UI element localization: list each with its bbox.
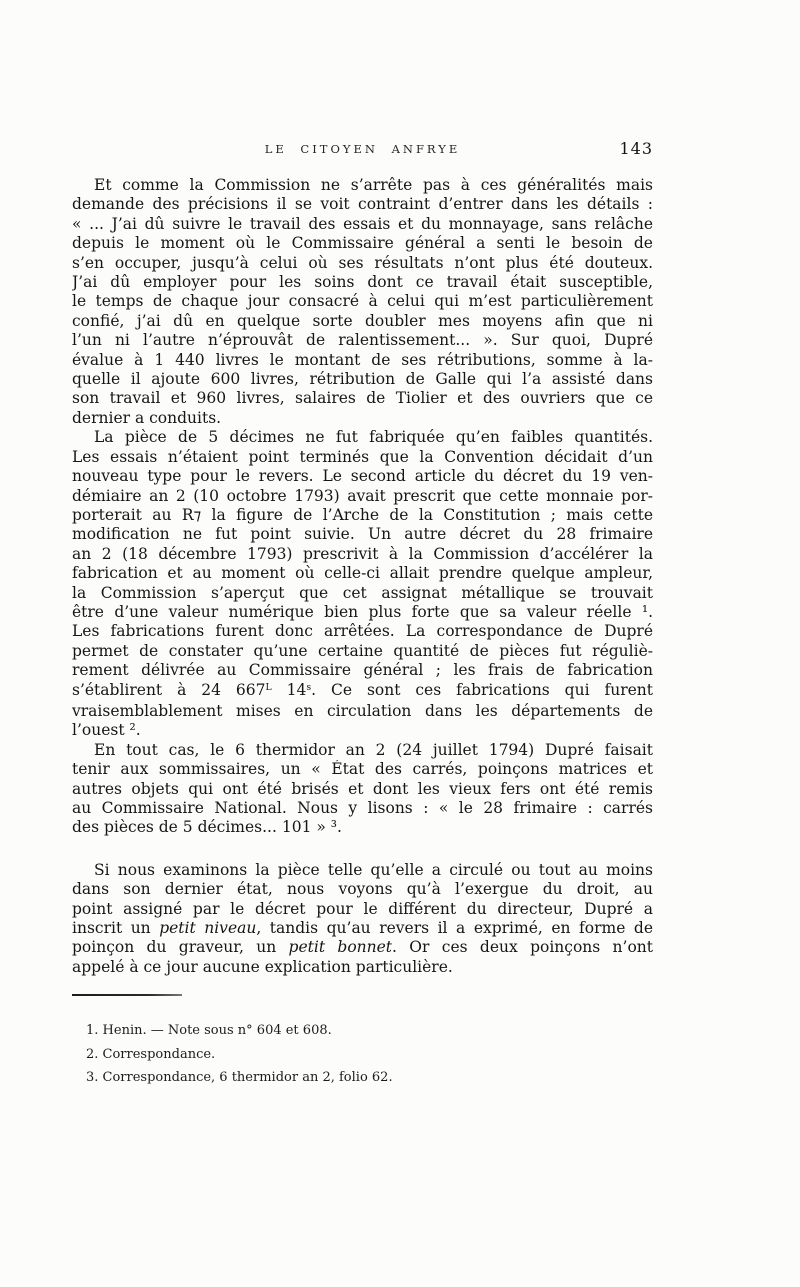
text-line: an 2 (18 décembre 1793) prescrivit à la Commission d’accélérer la [72, 544, 653, 563]
footnote-item: 1. Henin. — Note sous n° 604 et 608. [86, 1023, 332, 1039]
text-line: Si nous examinons la pièce telle qu’elle a circulé ou tout au moins [94, 860, 653, 879]
text-line: l’un ni l’autre n’éprouvât de ralentissement... ». Sur quoi, Dupré [72, 331, 653, 350]
text-line: dernier a conduits. [72, 408, 222, 427]
text-line: La pièce de 5 décimes ne fut fabriquée qu’en faibles quantités. [94, 428, 653, 447]
text-line: quelle il ajoute 600 livres, rétribution de Galle qui l’a assisté dans [72, 370, 653, 389]
text-line: s’établirent à 24 $667^L$ 14$^s$. Ce sont ces fabrications qui furent [72, 680, 653, 699]
text-line: fabrication et au moment où celle-ci allait prendre quelque ampleur, [72, 564, 653, 583]
text-line: confié, j’ai dû en quelque sorte doubler mes moyens afin que ni [72, 311, 653, 330]
text-line: Les essais n’étaient point terminés que la Convention décidait d’un [72, 447, 653, 466]
text-line: inscrit un petit niveau, tandis qu’au revers il a exprimé, en forme de [72, 919, 653, 938]
text-line: autres objets qui ont été brisés et dont les vieux fers ont été remis [72, 779, 653, 798]
text-line: Et comme la Commission ne s’arrête pas à ces généralités mais [94, 176, 653, 194]
paragraph [72, 741, 653, 838]
text-line: « ... J’ai dû suivre le travail des essais et du monnayage, sans relâche [72, 214, 653, 233]
text-line: porterait au R⁊ la figure de l’Arche de la Constitution ; mais cette [72, 505, 653, 524]
page-header [72, 139, 653, 160]
footnote-item: 2. Correspondance. [86, 1046, 216, 1062]
text-line: vraisemblablement mises en circulation dans les départements de [72, 701, 653, 720]
text-line: dans son dernier état, nous voyons qu’à l’exergue du droit, au [72, 880, 653, 899]
text-line: appelé à ce jour aucune explication particulière. [72, 957, 453, 976]
text-line: au Commissaire National. Nous y lisons : « le 28 frimaire : carrés [72, 799, 653, 817]
text-line: point assigné par le décret pour le différent du directeur, Dupré a [72, 899, 653, 918]
text-line: l’ouest ². [72, 721, 141, 740]
text-line: être d’une valeur numérique bien plus forte que sa valeur réelle ¹. [72, 602, 653, 621]
body-text [72, 176, 653, 977]
text-line: évalue à 1 440 livres le montant de ses rétributions, somme à la- [72, 350, 653, 369]
running-title: LE CITOYEN ANFRYE [264, 142, 461, 156]
text-line: En tout cas, le 6 thermidor an 2 (24 juillet 1794) Dupré faisait [94, 740, 653, 759]
text-line: depuis le moment où le Commissaire général a senti le besoin de [72, 234, 653, 253]
text-line: le temps de chaque jour consacré à celui qui m’est particulièrement [72, 292, 653, 311]
text-line: permet de constater qu’une certaine quantité de pièces fut réguliè- [72, 641, 653, 660]
footnote-item: 3. Correspondance, 6 thermidor an 2, folio 62. [86, 1070, 393, 1086]
text-line: nouveau type pour le revers. Le second article du décret du 19 ven- [72, 467, 653, 486]
footnote-rule [72, 994, 182, 996]
footnotes [72, 1019, 653, 1090]
text-column [72, 139, 653, 1090]
text-line: démiaire an 2 (10 octobre 1793) avait prescrit que cette monnaie por- [72, 486, 653, 505]
paragraph [72, 176, 653, 428]
text-line: demande des précisions il se voit contraint d’entrer dans les détails : [72, 195, 653, 214]
text-line: modification ne fut point suivie. Un autre décret du 28 frimaire [72, 525, 653, 544]
text-line: tenir aux sommissaires, un « État des carrés, poinçons matrices et [72, 760, 653, 779]
text-line: la Commission s’aperçut que cet assignat métallique se trouvait [72, 583, 653, 602]
text-line: Les fabrications furent donc arrêtées. La correspondance de Dupré [72, 622, 653, 641]
paragraph [72, 861, 653, 977]
paragraph [72, 428, 653, 741]
text-line: poinçon du graveur, un petit bonnet. Or ces deux poinçons n’ont [72, 938, 653, 957]
page-number: 143 [619, 139, 653, 158]
text-line: rement délivrée au Commissaire général ; les frais de fabrication [72, 661, 653, 680]
text-line: des pièces de 5 décimes... 101 » ³. [72, 818, 342, 837]
text-line: s’en occuper, jusqu’à celui où ses résultats n’ont plus été douteux. [72, 253, 653, 272]
text-line: son travail et 960 livres, salaires de Tiolier et des ouvriers que ce [72, 389, 653, 408]
text-line: J’ai dû employer pour les soins dont ce travail était susceptible, [72, 273, 653, 292]
